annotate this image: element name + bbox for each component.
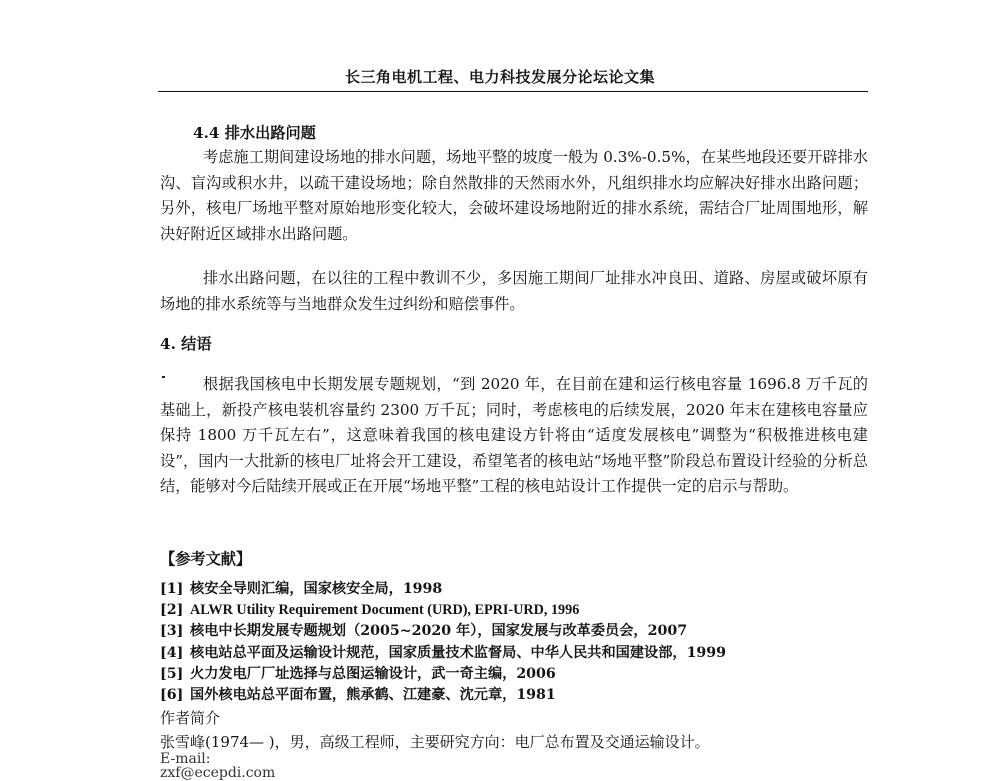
reference-text: 火力发电厂厂址选择与总图运输设计，武一奇主编，2006 <box>190 665 556 682</box>
reference-item <box>160 643 868 664</box>
author-bio: 张雪峰(1974— )，男，高级工程师，主要研究方向：电厂总布置及交通运输设计。 <box>160 733 710 751</box>
reference-item <box>160 621 868 642</box>
reference-text: ALWR Utility Requirement Document (URD), EPRI-URD, 1996 <box>190 602 580 619</box>
reference-item <box>160 579 868 600</box>
reference-number: [3] <box>160 623 184 640</box>
reference-item <box>160 685 868 706</box>
paragraph-drainage-2: 排水出路问题，在以往的工程中教训不少，多因施工期间厂址排水冲良田、道路、房屋或破坏原有场地的排水系统等与当地群众发生过纠纷和赔偿事件。 <box>160 269 868 313</box>
reference-number: [5] <box>160 665 184 682</box>
reference-item <box>160 664 868 685</box>
reference-text: 核电站总平面及运输设计规范，国家质量技术监督局、中华人民共和国建设部，1999 <box>190 644 727 661</box>
reference-number: [1] <box>160 581 184 597</box>
paragraph-conclusion: 根据我国核电中长期发展专题规划，“到 2020 年，在目前在建和运行核电容量 1696.8 万千瓦的基础上，新投产核电装机容量约 2300 万千瓦；同时，考虑核电的后续发展，2020 年末在建核电容量应保持 1800 万千瓦左右”，这意味着我国的核电建设方针将由“适度发展核电”调整为“积极推进核电建设”，国内一大批新的核电厂址将会开工建设，希望笔者的核电站“场地平整”阶段总布置设计经验的分析总结，能够对今后陆续开展或正在开展“场地平整”工程的核电站设计工作提供一定的启示与帮助。 <box>160 375 868 496</box>
author-email-partial <box>160 751 290 781</box>
author-email: E-mail: zxf@ecepdi.com <box>160 751 276 781</box>
reference-text: 核安全导则汇编，国家核安全局，1998 <box>190 581 443 597</box>
reference-list <box>160 579 868 706</box>
reference-text: 核电中长期发展专题规划（2005~2020 年），国家发展与改革委员会，2007 <box>190 623 688 640</box>
section-heading-conclusion: 4. 结语 <box>160 335 212 353</box>
header-rule <box>158 91 868 92</box>
reference-number: [6] <box>160 687 184 704</box>
reference-number: [2] <box>160 602 184 619</box>
section-heading-4-4: 4.4 排水出路问题 <box>193 124 316 142</box>
running-header: 长三角电机工程、电力科技发展分论坛论文集 <box>344 68 655 86</box>
paragraph-drainage-1: 考虑施工期间建设场地的排水问题，场地平整的坡度一般为 0.3%-0.5%，在某些地段还要开辟排水沟、盲沟或积水井，以疏干建设场地；除自然散排的天然雨水外，凡组织排水均应解决好排水出路问题；另外，核电厂场地平整对原始地形变化较大，会破坏建设场地附近的排水系统，需结合厂址周围地形，解决好附近区域排水出路问题。 <box>160 148 868 243</box>
reference-text: 国外核电站总平面布置，熊承鹤、江建豪、沈元章，1981 <box>190 687 556 704</box>
reference-item <box>160 600 868 621</box>
author-intro-label: 作者简介 <box>160 709 221 727</box>
references-heading: 【参考文献】 <box>160 550 252 568</box>
reference-number: [4] <box>160 644 184 661</box>
